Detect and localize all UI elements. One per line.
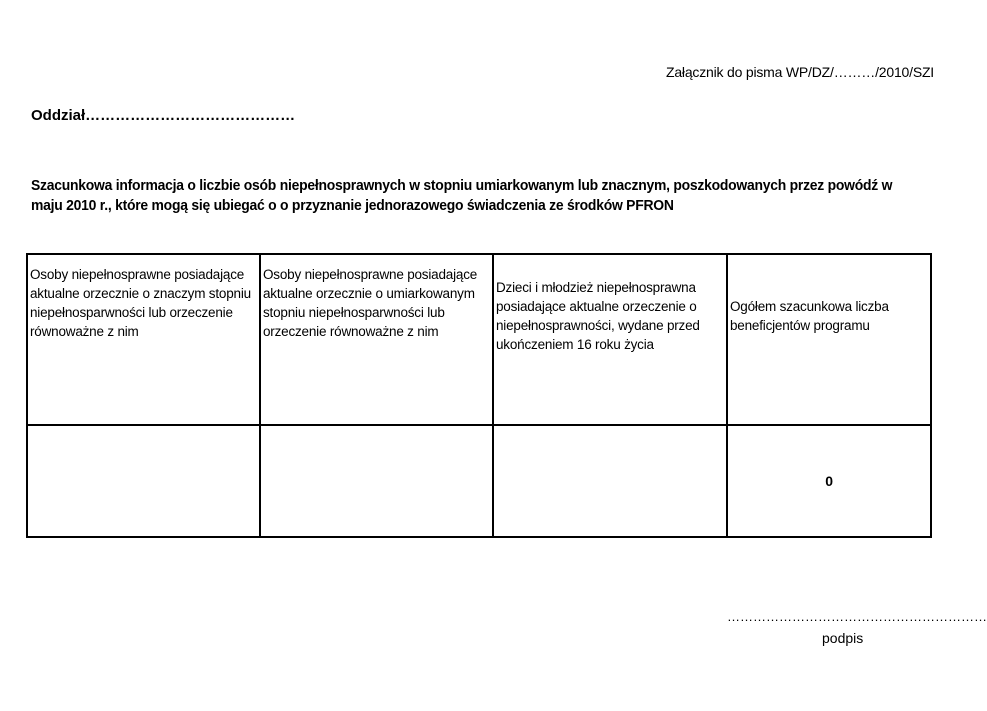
- value-children-youth[interactable]: [493, 425, 727, 537]
- header-moderate-disability: Osoby niepełnosprawne posiadające aktualne orzecznie o umiarkowanym stopniu niepełnosparwności lub orzeczenie równoważne z nim: [260, 254, 493, 425]
- signature-label: podpis: [822, 630, 864, 646]
- header-children-youth: Dzieci i młodzież niepełnosprawna posiadające aktualne orzeczenie o niepełnosprawności, wydane przed ukończeniem 16 roku życia: [493, 254, 727, 425]
- beneficiaries-table: [26, 253, 932, 538]
- header-total-beneficiaries: Ogółem szacunkowa liczba beneficjentów programu: [727, 254, 931, 425]
- document-title: Szacunkowa informacja o liczbie osób niepełnosprawnych w stopniu umiarkowanym lub znacznym, poszkodowanych przez powódź w maju 2010 r., które mogą się ubiegać o o przyznanie jednorazowego świadczenia ze środków PFRON: [31, 178, 893, 214]
- signature-line: ……………………………………………………: [727, 609, 987, 624]
- value-moderate-disability[interactable]: [260, 425, 493, 537]
- annex-reference: Załącznik do pisma WP/DZ/………/2010/SZI: [665, 64, 934, 80]
- header-significant-disability: Osoby niepełnosprawne posiadające aktualne orzecznie o znaczym stopniu niepełnosparwności lub orzeczenie równoważne z nim: [27, 254, 260, 425]
- value-total-beneficiaries[interactable]: 0: [727, 425, 931, 537]
- value-significant-disability[interactable]: [27, 425, 260, 537]
- table-value-row: [27, 425, 931, 537]
- branch-field: Oddział……………………………………: [31, 107, 296, 124]
- table-header-row: [27, 254, 931, 425]
